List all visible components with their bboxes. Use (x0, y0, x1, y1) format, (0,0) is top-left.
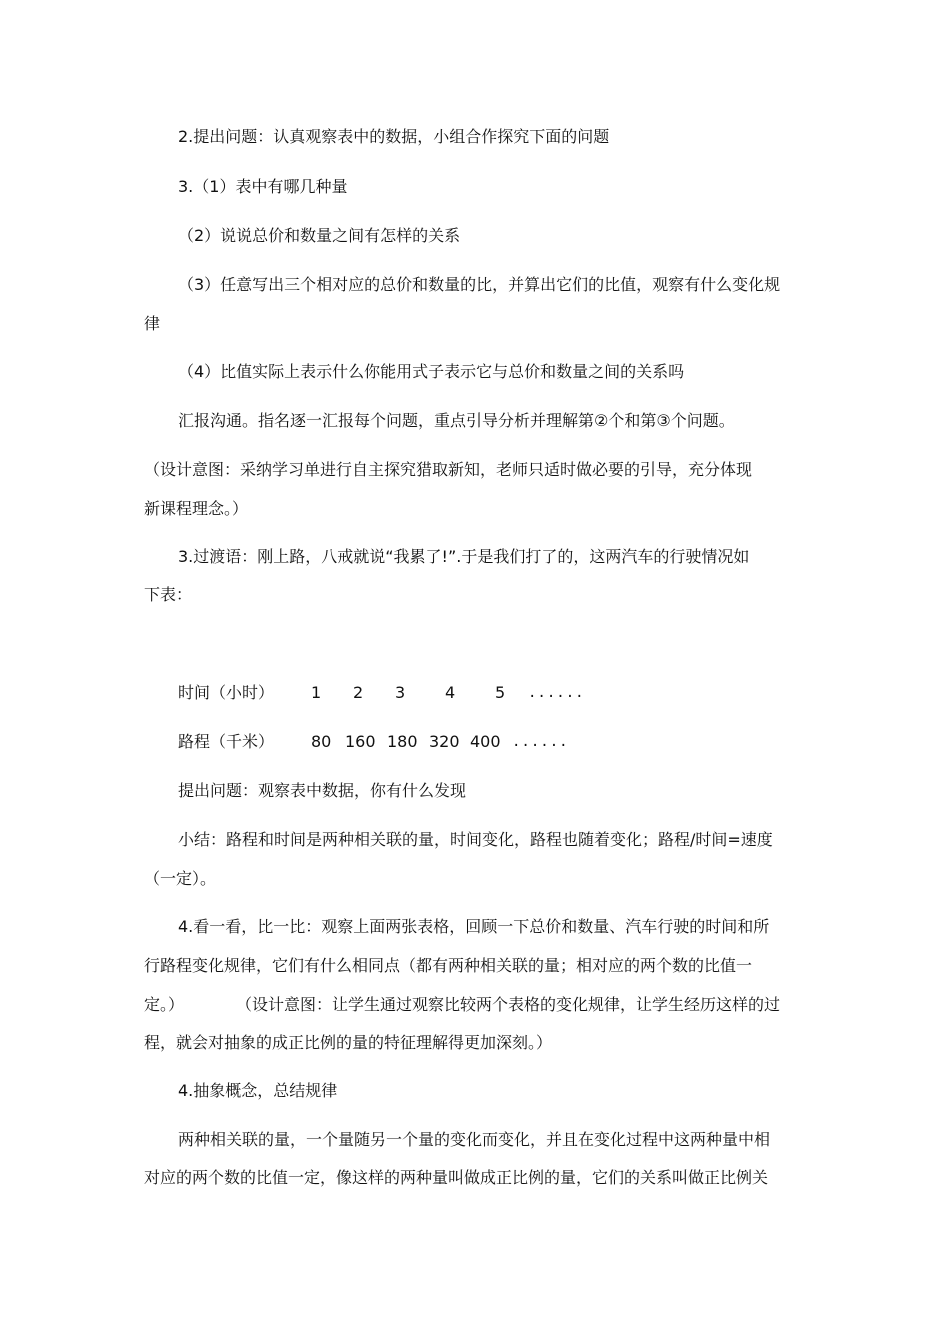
question-3-line-2: 律 (144, 314, 161, 333)
question-2: （2）说说总价和数量之间有怎样的关系 (178, 226, 461, 245)
design-intent-2-line-1: （设计意图：让学生通过观察比较两个表格的变化规律，让学生经历这样的过 (236, 995, 781, 1014)
transition-line-1: 3.过渡语：刚上路，八戒就说“我累了!”.于是我们打了的，这两汽车的行驶情况如 (178, 547, 750, 566)
table-row-time (178, 682, 778, 704)
table-cell: 80 (311, 732, 332, 751)
table-row-distance (178, 731, 778, 753)
table-ellipsis: ...... (528, 685, 585, 701)
definition-line-2: 对应的两个数的比值一定，像这样的两种量叫做成正比例的量，它们的关系叫做正比例关 (144, 1168, 769, 1187)
compare-line-1: 4.看一看，比一比：观察上面两张表格，回顾一下总价和数量、汽车行驶的时间和所 (178, 917, 770, 936)
table-cell: 1 (311, 683, 322, 702)
summary-line-2: （一定）。 (144, 869, 217, 888)
design-intent-2-line-2: 程，就会对抽象的成正比例的量的特征理解得更加深刻。） (144, 1033, 553, 1052)
definition-line-1: 两种相关联的量，一个量随另一个量的变化而变化，并且在变化过程中这两种量中相 (178, 1130, 771, 1149)
summary-line-1: 小结：路程和时间是两种相关联的量，时间变化，路程也随着变化；路程/时间=速度 (178, 830, 773, 849)
transition-line-2: 下表： (144, 585, 193, 604)
paragraph-question-intro: 2.提出问题：认真观察表中的数据，小组合作探究下面的问题 (178, 127, 610, 146)
table-cell: 4 (445, 683, 456, 702)
compare-line-3: 定。） (144, 995, 185, 1014)
observe-question: 提出问题：观察表中数据，你有什么发现 (178, 781, 467, 800)
question-4: （4）比值实际上表示什么你能用式子表示它与总价和数量之间的关系吗 (178, 362, 685, 381)
table-cell: 3 (395, 683, 406, 702)
design-intent-1-line-1: （设计意图：采纳学习单进行自主探究猎取新知，老师只适时做必要的引导，充分体现 (144, 460, 753, 479)
table-ellipsis: ...... (512, 734, 569, 750)
table-cell: 180 (387, 732, 418, 751)
question-1: 3.（1）表中有哪几种量 (178, 177, 348, 196)
table-cell: 160 (345, 732, 376, 751)
table-cell: 5 (495, 683, 506, 702)
section-heading-abstract-concept: 4.抽象概念，总结规律 (178, 1081, 338, 1100)
table-cell: 400 (470, 732, 501, 751)
table-cell: 2 (353, 683, 364, 702)
compare-line-2: 行路程变化规律，它们有什么相同点（都有两种相关联的量；相对应的两个数的比值一 (144, 956, 753, 975)
question-3-line-1: （3）任意写出三个相对应的总价和数量的比，并算出它们的比值，观察有什么变化规 (178, 275, 781, 294)
table-row-label: 时间（小时） (178, 683, 275, 702)
table-cell: 320 (429, 732, 460, 751)
design-intent-1-line-2: 新课程理念。） (144, 499, 249, 518)
report-communication: 汇报沟通。指名逐一汇报每个问题，重点引导分析并理解第②个和第③个问题。 (178, 411, 735, 430)
table-row-label: 路程（千米） (178, 732, 275, 751)
